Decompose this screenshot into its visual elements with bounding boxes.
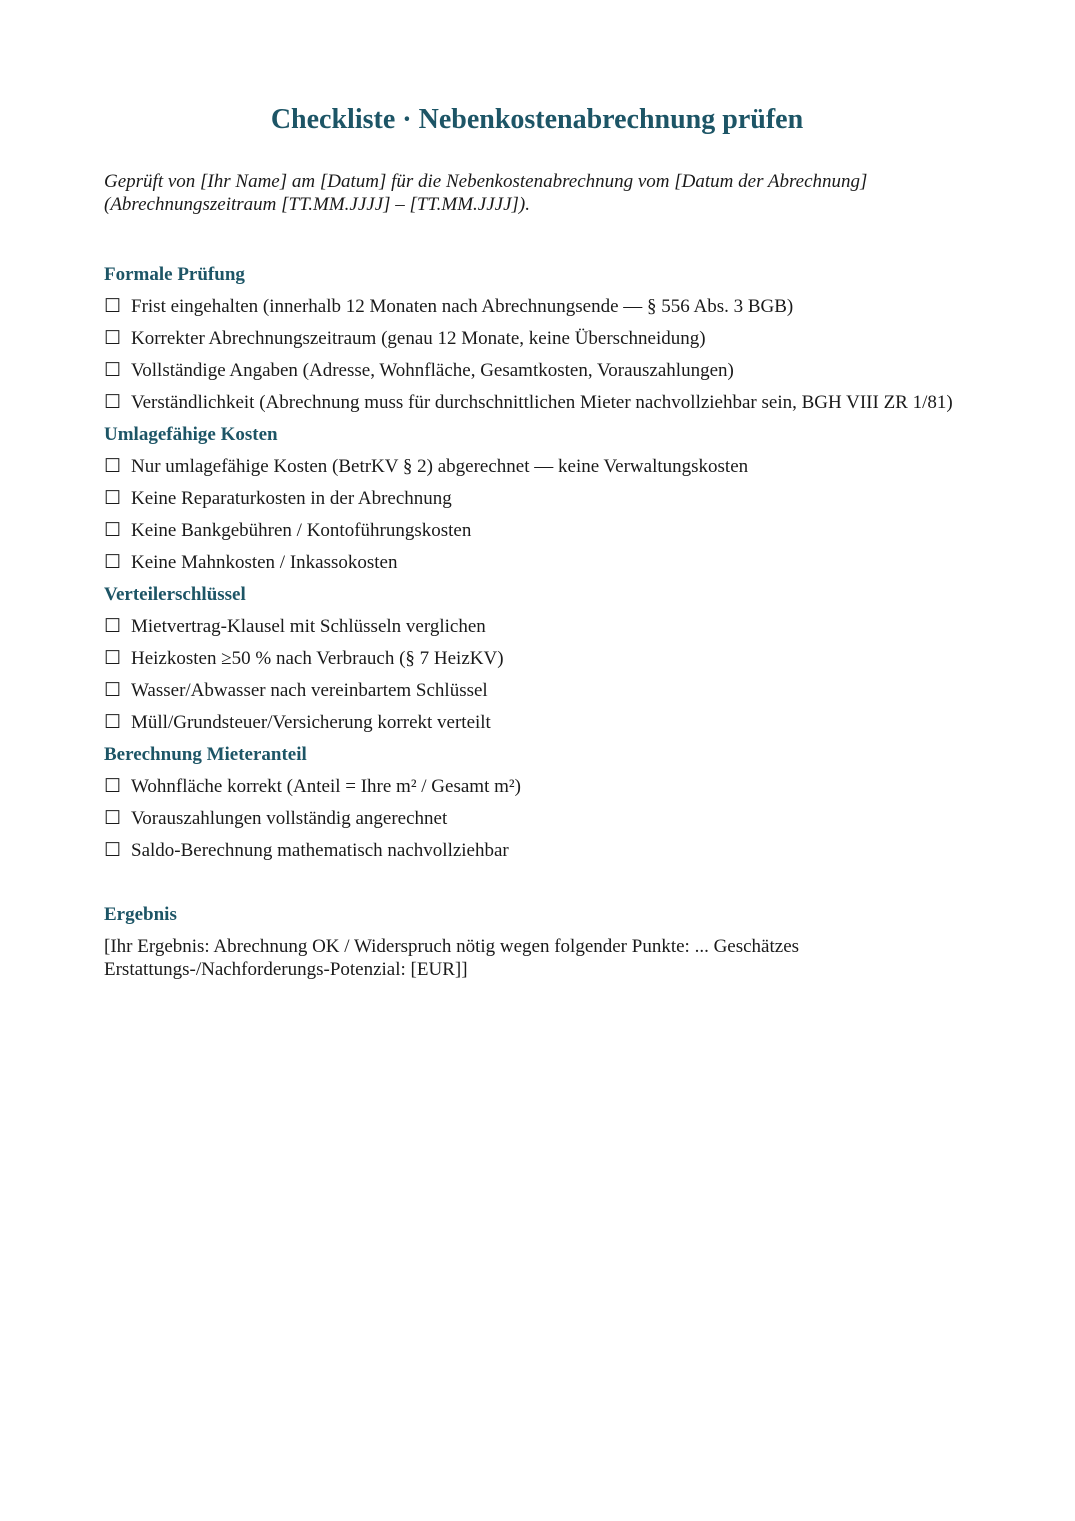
checklist-item-label: Saldo-Berechnung mathematisch nachvollziehbar	[131, 840, 509, 861]
checkbox-icon[interactable]: ☐	[104, 456, 122, 477]
checklist-item	[104, 551, 966, 575]
checklist-item-label: Korrekter Abrechnungszeitraum (genau 12 Monate, keine Überschneidung)	[131, 328, 706, 349]
checklist-item	[104, 295, 966, 319]
page-title: Checkliste · Nebenkostenabrechnung prüfen	[270, 104, 804, 135]
checklist-item-label: Verständlichkeit (Abrechnung muss für durchschnittlichen Mieter nachvollziehbar sein, BGH VIII ZR 1/81)	[131, 392, 953, 413]
section-heading: Verteilerschlüssel	[104, 584, 246, 605]
section-formale-pruefung	[104, 263, 966, 415]
checklist-item	[104, 679, 966, 703]
checklist-item-label: Vollständige Angaben (Adresse, Wohnfläche, Gesamtkosten, Vorauszahlungen)	[131, 360, 734, 381]
checklist-item-label: Wohnfläche korrekt (Anteil = Ihre m² / Gesamt m²)	[131, 776, 521, 797]
checklist-item-label: Heizkosten ≥50 % nach Verbrauch (§ 7 HeizKV)	[131, 648, 504, 669]
section-berechnung-mieteranteil	[104, 743, 966, 863]
checklist-item	[104, 359, 966, 383]
checkbox-icon[interactable]: ☐	[104, 712, 122, 733]
section-heading: Formale Prüfung	[104, 264, 245, 285]
checklist-item-label: Keine Bankgebühren / Kontoführungskosten	[131, 520, 472, 541]
checkbox-icon[interactable]: ☐	[104, 520, 122, 541]
checklist-item	[104, 647, 966, 671]
checkbox-icon[interactable]: ☐	[104, 392, 122, 413]
checkbox-icon[interactable]: ☐	[104, 840, 122, 861]
checklist-item	[104, 455, 966, 479]
checklist-item	[104, 807, 966, 831]
checklist-item-label: Mietvertrag-Klausel mit Schlüsseln verglichen	[131, 616, 486, 637]
section-umlagefaehige-kosten	[104, 423, 966, 575]
checklist-content	[104, 263, 966, 981]
checklist-item	[104, 839, 966, 863]
section-heading: Berechnung Mieteranteil	[104, 744, 307, 765]
checklist-item	[104, 775, 966, 799]
checkbox-icon[interactable]: ☐	[104, 360, 122, 381]
checkbox-icon[interactable]: ☐	[104, 680, 122, 701]
checklist-item-label: Müll/Grundsteuer/Versicherung korrekt verteilt	[131, 712, 491, 733]
checklist-item-label: Wasser/Abwasser nach vereinbartem Schlüssel	[131, 680, 488, 701]
result-text: [Ihr Ergebnis: Abrechnung OK / Widerspruch nötig wegen folgender Punkte: ... Geschätzes Erstattungs-/Nachforderungs-Potenzial: [EUR]]	[104, 936, 800, 980]
intro-text: Geprüft von [Ihr Name] am [Datum] für die Nebenkostenabrechnung vom [Datum der Abrechnung] (Abrechnungszeitraum [TT.MM.JJJJ] – [TT.MM.JJJJ]).	[104, 171, 868, 215]
checklist-item	[104, 519, 966, 543]
section-heading: Umlagefähige Kosten	[104, 424, 278, 445]
checklist-item-label: Frist eingehalten (innerhalb 12 Monaten nach Abrechnungsende — § 556 Abs. 3 BGB)	[131, 296, 794, 317]
checklist-item	[104, 327, 966, 351]
checklist-item	[104, 391, 966, 415]
checkbox-icon[interactable]: ☐	[104, 296, 122, 317]
section-verteilerschluessel	[104, 583, 966, 735]
checklist-item-label: Keine Mahnkosten / Inkassokosten	[131, 552, 398, 573]
checklist-item-label: Keine Reparaturkosten in der Abrechnung	[131, 488, 452, 509]
result-heading: Ergebnis	[104, 904, 177, 925]
checklist-item	[104, 711, 966, 735]
checkbox-icon[interactable]: ☐	[104, 328, 122, 349]
checkbox-icon[interactable]: ☐	[104, 552, 122, 573]
checkbox-icon[interactable]: ☐	[104, 616, 122, 637]
checklist-item	[104, 615, 966, 639]
checkbox-icon[interactable]: ☐	[104, 808, 122, 829]
checklist-item	[104, 487, 966, 511]
checkbox-icon[interactable]: ☐	[104, 776, 122, 797]
checkbox-icon[interactable]: ☐	[104, 488, 122, 509]
section-ergebnis	[104, 903, 966, 981]
checkbox-icon[interactable]: ☐	[104, 648, 122, 669]
checklist-item-label: Nur umlagefähige Kosten (BetrKV § 2) abgerechnet — keine Verwaltungskosten	[131, 456, 749, 477]
checklist-item-label: Vorauszahlungen vollständig angerechnet	[131, 808, 448, 829]
